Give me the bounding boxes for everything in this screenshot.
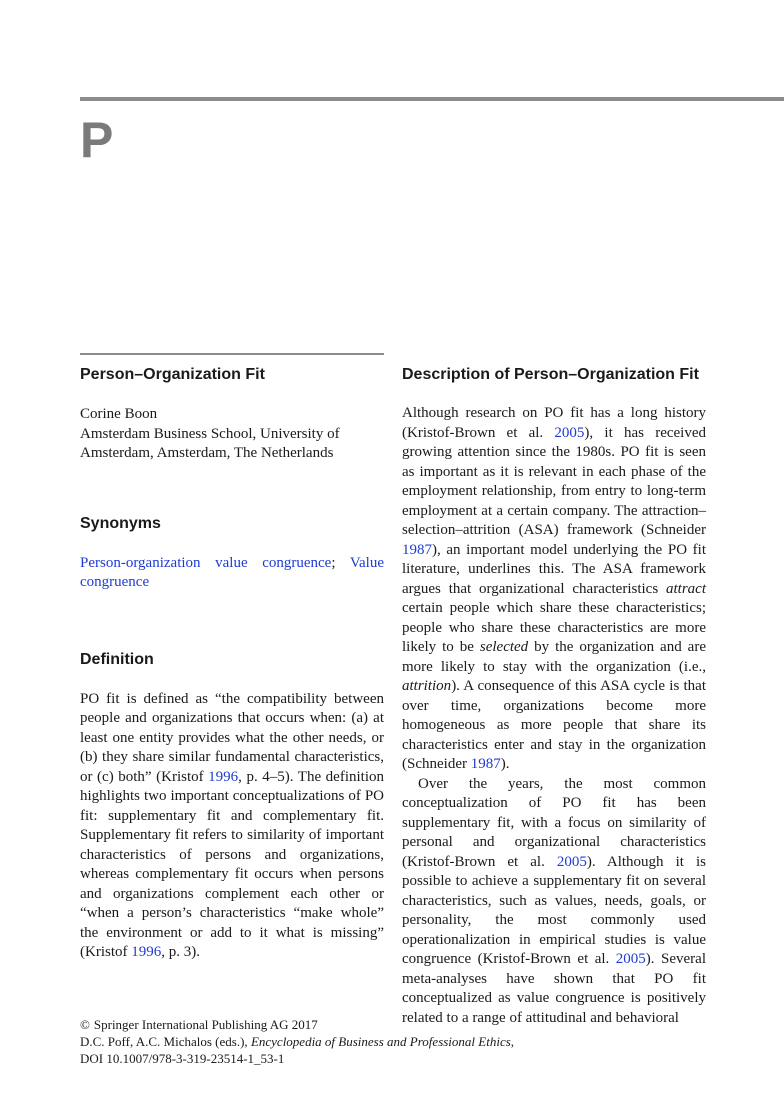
copyright-icon: © — [80, 1017, 90, 1032]
author-affiliation-line1: Amsterdam Business School, University of — [80, 425, 340, 442]
desc-p1-text-g: ). — [500, 756, 510, 772]
title-rule — [80, 353, 384, 355]
term-attract: attract — [666, 580, 706, 597]
desc-p1-text-f: ). A consequence of this ASA cycle is that over time, organizations become more homogeneous as more people that share its characteristics enter and stay in the organization (Schneider — [402, 678, 706, 772]
citation-kristof-brown-2005-c[interactable]: 2005 — [615, 951, 646, 967]
citation-kristof-brown-2005-b[interactable]: 2005 — [556, 853, 587, 870]
page-footer — [80, 1016, 514, 1067]
book-title: Encyclopedia of Business and Professional Ethics — [250, 1034, 511, 1049]
citation-kristof-1996-a[interactable]: 1996 — [208, 768, 239, 785]
desc-p1-text-a: Although research on PO fit has a long history (Kristof-Brown et al. — [402, 405, 706, 441]
chapter-letter: P — [80, 112, 114, 168]
right-column — [402, 353, 706, 1028]
copyright-text: Springer International Publishing AG 2017 — [93, 1017, 318, 1032]
desc-p2-text-a: Over the years, the most common conceptualization of PO fit has been supplementary fit, with a focus on similarity of personal and organizational characteristics (Kristof-Brown et al. — [402, 775, 706, 870]
description-heading: Description of Person–Organization Fit — [402, 366, 699, 383]
term-selected: selected — [479, 639, 529, 655]
definition-heading: Definition — [80, 650, 154, 668]
left-column — [80, 353, 384, 963]
copyright-line — [80, 1016, 514, 1033]
desc-p1-text-c: ), an important model underlying the PO fit literature, underlines this. The ASA framework argues that organizational characteristics — [402, 541, 706, 597]
synonyms-text — [80, 554, 384, 593]
editors-comma: , — [510, 1034, 515, 1049]
definition-paragraph — [80, 690, 384, 963]
citation-kristof-brown-2005-a[interactable]: 2005 — [554, 424, 585, 441]
term-attrition: attrition — [402, 678, 452, 694]
citation-kristof-1996-b[interactable]: 1996 — [131, 944, 162, 960]
description-paragraph-2 — [402, 775, 706, 1029]
desc-p2-text-c: ). Several meta-analyses have shown that PO fit conceptualized as value congruence is positively related to a range of attitudinal and behavioral — [402, 951, 706, 1026]
chapter-top-rule — [80, 97, 784, 101]
definition-text-3: , p. 3). — [161, 944, 200, 960]
citation-schneider-1987-a[interactable]: 1987 — [402, 541, 432, 558]
author-affiliation-line2: Amsterdam, Amsterdam, The Netherlands — [80, 445, 334, 461]
synonym-link-2[interactable]: Value congruence — [80, 554, 384, 590]
synonym-separator: ; — [331, 554, 350, 571]
author-block — [80, 405, 384, 464]
description-paragraph-1 — [402, 404, 706, 775]
doi-line: DOI 10.1007/978-3-319-23514-1_53-1 — [80, 1051, 285, 1066]
synonym-link-1[interactable]: Person-organization value congruence — [80, 554, 332, 571]
desc-p1-text-b: ), it has received growing attention since the 1980s. PO fit is seen as important as it is relevant in each phase of the employment relationship, from entry to long-term employment at a certain company. The attraction–selection–attrition (ASA) framework (Schneider — [402, 424, 706, 538]
synonyms-heading: Synonyms — [80, 514, 161, 532]
desc-p1-text-e: by the organization and are more likely to stay with the organization (i.e., — [402, 639, 706, 675]
citation-schneider-1987-b[interactable]: 1987 — [470, 756, 501, 772]
definition-text-1: PO fit is defined as “the compatibility between people and organizations that occurs when: (a) at least one entity provides what the other needs, or (b) they share similar fundamental characteristics, or (c) both” (Kristof — [80, 690, 384, 785]
author-name: Corine Boon — [80, 406, 158, 422]
editors-line — [80, 1033, 514, 1050]
editors-text: D.C. Poff, A.C. Michalos (eds.), — [80, 1034, 251, 1049]
definition-text-2: , p. 4–5). The definition highlights two important conceptualizations of PO fit: supplementary fit and complementary fit. Supplementary fit refers to similarity of important characteristics of persons and organizations, whereas complementary fit occurs when persons and organizations complement each other or “when a person’s characteristics “make whole” the environment or add to it what is missing” (Kristof — [80, 768, 384, 960]
desc-p2-text-b: ). Although it is possible to achieve a supplementary fit on several characteristics, such as values, needs, goals, or personality, the most commonly used operationalization in empirical studies is value congruence (Kristof-Brown et al. — [402, 853, 706, 967]
article-title: Person–Organization Fit — [80, 366, 265, 383]
desc-p1-text-d: certain people which share these characteristics; people who share these characteristics are more likely to be — [402, 600, 706, 655]
